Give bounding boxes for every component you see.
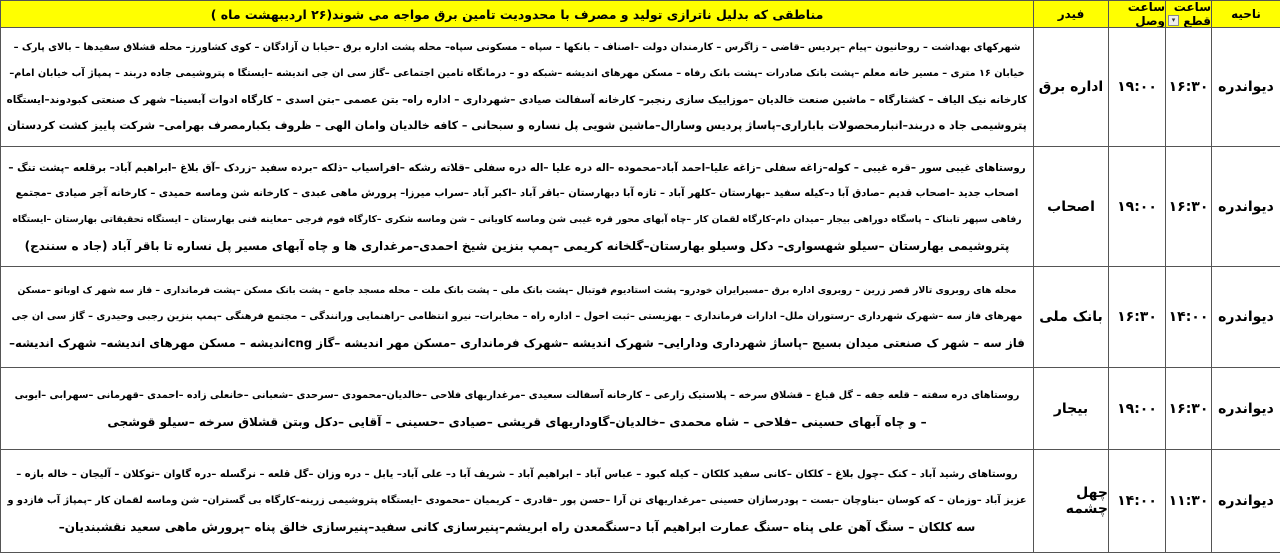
region-cell: دیواندره (1211, 267, 1280, 367)
table-row (0, 368, 1280, 450)
table-row (0, 28, 1280, 147)
column-header-cut-time[interactable] (1165, 1, 1211, 27)
feeder-cell: چهل چشمه (1033, 450, 1108, 552)
region-cell: دیواندره (1211, 450, 1280, 552)
cut-time-cell: ۱۴:۰۰ (1165, 267, 1211, 367)
feeder-cell: اصحاب (1033, 147, 1108, 266)
area-list-line: رفاهی سپهر تابناک – پاسگاه دوراهی بیجار –میدان دام–کارگاه لقمان کار –چاه آبهای محور قره غیبی شن وماسه کاویانی – شن وماسه شکری –کارگاه فوم فرجی –معاینه فنی بهارستان – ایستگاه تحقیقاتی بهارستان –ایستگاه (12, 213, 1022, 225)
region-cell: دیواندره (1211, 28, 1280, 146)
column-header-feeder[interactable]: فیدر (1033, 1, 1108, 27)
area-list-line: پتروشیمی بهارستان –سیلو شهسواری– دکل وسیلو بهارستان–گلخانه کریمی –پمپ بنزین شیخ احمدی–مرغداری ها و چاه آبهای مسیر پل نساره تا باقر آباد (جاد ه سنندج) (24, 238, 1010, 253)
cut-time-cell: ۱۶:۳۰ (1165, 28, 1211, 146)
table-row (0, 267, 1280, 368)
area-list-line: – و چاه آبهای حسینی –فلاحی – شاه محمدی –خالدیان–گاوداریهای قریشی –صیادی –حسینی – آقایی –دکل وبتن قشلاق سرخه –سیلو قوشجی (107, 414, 927, 429)
affected-areas-cell (0, 267, 1033, 367)
region-cell: دیواندره (1211, 147, 1280, 266)
area-list-line: مهرهای فاز سه –شهرک شهرداری –رستوران ملل– ادارات فرمانداری – بهزیستی –ثبت احول – اداره راه – مخابرات– نیرو انتظامی –راهنمایی ورانندگی – مجتمع فرهنگی –پمپ بنزین رجبی وحیدری – گاز سی ان جی (11, 311, 1023, 322)
column-header-region[interactable]: ناحیه (1211, 1, 1280, 27)
table-body (0, 28, 1280, 553)
affected-areas-cell (0, 28, 1033, 146)
area-list-line: روستاهای دره سفته – قلعه جقه – گل قباغ – قشلاق سرخه – پلاستیک زارعی – کارخانه آسفالت سعیدی –مرغداریهای فلاحی –خالدیان–محمودی –سرحدی –شعبانی –خانعلی زاده –احمدی –قهرمانی –سهرابی –ایوبی (14, 389, 1020, 401)
column-header-areas[interactable]: مناطقی که بدلیل ناترازی تولید و مصرف با محدودیت تامین برق مواجه می شوند(۲۶ اردیبهشت ماه ) (0, 1, 1033, 27)
table-row (0, 147, 1280, 267)
area-list-line: فاز سه – شهر ک صنعتی میدان بسیج –پاساژ شهرداری ودارایی– شهرک اندیشه –شهرک فرمانداری –مسکن مهر اندیشه –گاز cngاندیشه – مسکن مهرهای اندیشه– شهرک اندیشه– (9, 336, 1025, 350)
area-list-line: پتروشیمی جاد ه دربند–انبارمحصولات باباراری–پاساژ پردیس وسارال–ماشین شویی پل نساره و سبحانی – کافه خالدیان وامان الهی – ظروف یکبارمصرف بهرامی– شرکت پاییز کشت کردستان (7, 119, 1027, 132)
connect-time-cell: ۱۶:۳۰ (1108, 267, 1165, 367)
affected-areas-cell (0, 450, 1033, 552)
cut-time-cell: ۱۱:۳۰ (1165, 450, 1211, 552)
feeder-cell: اداره برق (1033, 28, 1108, 146)
region-cell: دیواندره (1211, 368, 1280, 449)
feeder-cell: بانک ملی (1033, 267, 1108, 367)
connect-time-cell: ۱۹:۰۰ (1108, 147, 1165, 266)
area-list-line: اصحاب جدید –اصحاب قدیم –صادق آبا د–کیله سفید –بهارستان –کلهر آباد – تازه آبا دبهارستان –باقر آباد –اکبر آباد –سراب میرزا– پرورش ماهی عبدی – کارخانه شن وماسه حمیدی – کارخانه آجر صیادی –مجتمع (15, 187, 1019, 199)
connect-time-cell: ۱۴:۰۰ (1108, 450, 1165, 552)
area-list-line: روستاهای رشید آباد – کنک –چول بلاغ – کلکان –کانی سفید کلکان – کیله کبود – عباس آباد – ابراهیم آباد – شریف آبا د– علی آباد– یابل – دره وزان –گل قلعه – نرگسله –دره گاوان –توکلان – آلیجان – خاله بازه – (16, 469, 1018, 480)
area-list-line: خیابان ۱۶ متری – مسیر خانه معلم –پشت بانک صادرات –پشت بانک رفاه – مسکن مهرهای اندیشه –شبکه دو – درمانگاه تامین اجتماعی –گاز سی ان جی اندیشه –ایستگا ه پتروشیمی جاده دربند – پمپاژ آب خیابان امام– (9, 68, 1025, 79)
affected-areas-cell (0, 147, 1033, 266)
feeder-cell: بیجار (1033, 368, 1108, 449)
area-list-line: محله های روبروی تالار قصر زرین – روبروی اداره برق –مسیرایران خودرو– پشت استادیوم فوتبال –پشت بانک ملی – پشت بانک ملت – محله مسجد جامع – پشت بانک مسکن –پشت فرمانداری – فاز سه شهر ک اوباتو –مسکن (17, 285, 1017, 296)
area-list-line: شهرکهای بهداشت – روحانیون –پیام –پردیس –قاضی – زاگرس – کارمندان دولت –اصناف – بانکها – سپاه – مسکونی سپاه– محله پشت اداره برق –خیابا ن آزادگان – کوی کشاورز– محله قشلاق سفیدها – بالای پارک – (13, 42, 1021, 53)
table-header-row (0, 0, 1280, 28)
connect-time-cell: ۱۹:۰۰ (1108, 28, 1165, 146)
cut-time-cell: ۱۶:۳۰ (1165, 147, 1211, 266)
area-list-line: عزیز آباد –وزمان – که کوسان –بناوچان –بست – پودرسازان حسینی –مرغداریهای تن آرا –حسن پور –قادری – کریمیان –محمودی –ایستگاه پتروشیمی زرینه–کارگاه بی گستران– شن وماسه لقمان کار –پمپاژ آب فازدو و (7, 495, 1027, 506)
filter-dropdown-icon[interactable]: ▾ (1168, 15, 1179, 26)
area-list-line: سه کلکان – سنگ آهن علی پناه –سنگ عمارت ابراهیم آبا د–سنگمعدن راه ابریشم–پنیرسازی کانی سفید–پنیرسازی خالق پناه –پرورش ماهی سعید نقشبندیان– (58, 520, 976, 534)
table-row (0, 450, 1280, 553)
cut-time-cell: ۱۶:۳۰ (1165, 368, 1211, 449)
affected-areas-cell (0, 368, 1033, 449)
area-list-line: روستاهای غیبی سور –قره غیبی – کوله–زاغه سفلی –زاغه علیا–احمد آباد–محموده –اله دره علیا –اله دره سفلی –قلاته رشکه –افراسیاب –ذلکه –برده سفید –زردک –آق بلاغ –ابراهیم آباد– برقلعه –پشت تنگ – (8, 161, 1026, 174)
connect-time-cell: ۱۹:۰۰ (1108, 368, 1165, 449)
column-header-connect-time[interactable]: ساعت وصل (1108, 1, 1165, 27)
column-header-cut-time-label: ساعت قطع (1173, 1, 1211, 27)
area-list-line: کارخانه نیک الیاف – کشتارگاه – ماشین صنعت خالدیان –موزاییک سازی رنجبر– کارخانه آسفالت صیادی –شهرداری – اداره راه– بتن عصمی –بتن اسدی – کارگاه ادوات آبسینا– شهر ک صنعتی کبودوند–ایستگاه (7, 94, 1027, 106)
